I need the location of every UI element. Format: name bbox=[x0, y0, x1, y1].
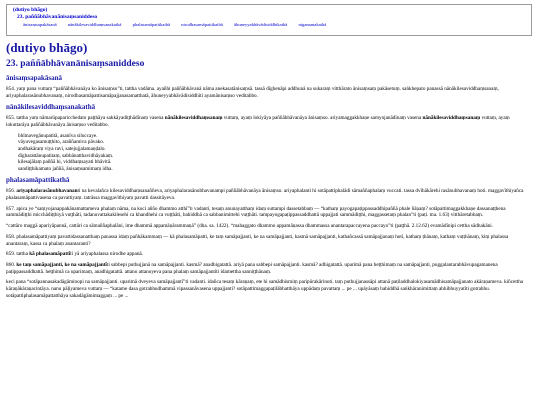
page-title: (dutiyo bhāgo) bbox=[6, 40, 88, 55]
chapter-title: 23. paññābhāvanānisaṃsaniddeso bbox=[6, 59, 145, 69]
paragraph-858: 858. phalasamāpattiyaṃ pavattidassanatthaṃ panassa idaṃ pañhākammaṃ — kā phalasamāpatti, ke taṃ samāpajjanti, ke na samāpajjanti, kasmā samāpajjanti, kathañcassā samāpajjanaṃ hoti, kathaṃ ṭhānaṃ, kathaṃ vuṭṭhānaṃ, kiṃ phalassa anantaraṃ, kassa ca phalaṃ anantaranti? bbox=[6, 233, 509, 247]
verse-line: sandiṭṭhikamato jaññā, ānisaṃsamimaṃ idha. bbox=[18, 165, 113, 172]
paragraph-856 bbox=[6, 188, 532, 201]
nav-link-ahuneyya[interactable]: āhuneyyabhāvādisiddhikathā bbox=[233, 22, 288, 27]
nav-link-phalasamapatti[interactable]: phalasamāpattikathā bbox=[132, 22, 171, 27]
bold-term: ke taṃ samāpajjanti, ke na samāpajjantī bbox=[16, 262, 107, 268]
main-content bbox=[6, 40, 532, 304]
text-run: 856. bbox=[6, 188, 17, 195]
bold-term: kā phalasamāpattī bbox=[29, 251, 71, 258]
verse-line: vāyuvegasamuṭṭhito, araññamiva pāvako. bbox=[18, 139, 105, 146]
nav-link-nigamana[interactable]: nigamanakathā bbox=[298, 22, 327, 27]
paragraph-857-citation: “cattāro maggā apariyāpannā, cattāri ca sāmaññaphalāni, ime dhammā appamāṇārammaṇā” (dha. sa. 1422). “mahaggato dhammo appamāṇassa dhammassa anantarapaccayena paccayo”ti (paṭṭhā. 2.12.62) evamādīnipi cettha sādhakāni. bbox=[6, 223, 493, 230]
top-navigation bbox=[6, 4, 532, 36]
text-run: 859. tattha bbox=[6, 251, 30, 258]
text-run: 860. bbox=[6, 262, 17, 268]
bold-term: nānākilesaviddhaṃsanaṃ bbox=[164, 115, 223, 122]
section-heading-anisamsapakasana: ānisaṃsapakāsanā bbox=[6, 74, 63, 82]
text-run: ti sabbepi puthujjanā na samāpajjanti. kasmā? anadhigatattā. ariyā pana sabbepi samāpajjanti. kasmā? adhigatattā. uparimā pana heṭṭhimaṃ na samāpajjanti, puggalantarabhāvupagamanena paṭippassaddhattā. heṭṭhimā ca uparimaṃ, anadhigatattā. attano attanoyeva pana phalaṃ samāpajjantīti idamettha sanniṭṭhānaṃ. bbox=[6, 262, 498, 275]
text-run: vuttaṃ, ayaṃ lokiyāya paññābhāvanāya ānisaṃso. ariyamaggakkhaṇe samyojanādīnaṃ vasena bbox=[222, 115, 423, 122]
nav-title-link[interactable]: (dutiyo bhāgo) bbox=[13, 7, 48, 13]
paragraph-855 bbox=[6, 115, 532, 128]
verse-line: bhīmavegānupatitā, asanīva siluccaye. bbox=[18, 132, 98, 139]
paragraph-854: 854. yaṃ pana vuttaṃ “paññābhāvanāya ko ānisaṃso”ti, tattha vadāma. ayañhi paññābhāvanā nāma anekasatānisaṃsā. tassā dīghenāpi addhunā na sukaraṃ vitthārato ānisaṃsaṃ pakāsetuṃ. saṅkhepato panassā nānākilesaviddhaṃsanaṃ, ariyaphalarasānubhavanaṃ, nirodhasamāpattisamāpajjanasamatthatā, āhuneyyabhāvādisiddhīti ayamānisaṃso veditabbo. bbox=[6, 86, 499, 99]
nav-link-nirodhasamapatti[interactable]: nirodhasamāpattikathā bbox=[181, 22, 223, 27]
nav-link-nanakilesa[interactable]: nānākilesaviddhaṃsanakathā bbox=[67, 22, 122, 27]
nav-section-link[interactable]: 23. paññābhāvanānisaṃsaniddeso bbox=[17, 14, 98, 20]
section-heading-phalasamapatti: phalasamāpattikathā bbox=[6, 176, 70, 185]
text-run: ti yā ariyaphalassa nirodhe appanā. bbox=[70, 251, 144, 258]
verse-block bbox=[18, 133, 532, 173]
text-run: ti na kevalañca kilesaviddhaṃsanaññeva, ariyaphalarasānubhavanampi paññābhāvanāya ānisaṃso. ariyaphalanti hi sotāpattiphalādi sāmaññaphalaṃ vuccati. tassa dvīhākārehi rasānubhavanaṃ hoti. maggavīthiyañca phalasamāpattivasena ca pavattiyaṃ. tatrāssa maggavīthiyaṃ pavatti dassitāyeva. bbox=[6, 188, 524, 202]
verse-line: andhakāraṃ viya ravi, satejujjalamaṇḍalo. bbox=[18, 146, 106, 152]
text-run: vuttaṃ, ayaṃ lokuttarāya paññābhāvanāya ānisaṃso veditabbo. bbox=[6, 115, 510, 129]
paragraph-861: keci pana “sotāpannasakadāgāminopi na samāpajjanti. uparimā dveyeva samāpajjantī”ti vadanti. idañca tesaṃ kāraṇaṃ, ete hi samādhismiṃ paripūrakārinoti. taṃ puthujjanassāpi attanā paṭiladdhalokiyasamādhisamāpajjanato akāraṇameva. kiñcettha kāraṇākāraṇacintāya. nanu pāḷiyameva vuttaṃ — “katame dasa gotrabhudhammā vipassanāvasena uppajjanti? sotāpattimaggapaṭilābhatthāya uppādaṃ pavattaṃ ... pe ... upāyāsaṃ bahiddhā saṅkhāranimittaṃ abhibhuyyatīti gotrabhu. sotāpattiphalasamāpattatthāya sakadāgāmimaggaṃ ... pe ... bbox=[6, 279, 524, 299]
paragraph-860 bbox=[6, 262, 532, 275]
verse-line: dīgharattānupatitaṃ, sabbānatthavidhāyakaṃ. bbox=[18, 152, 114, 159]
nav-link-anisamsapakasana[interactable]: ānisaṃsapakāsanā bbox=[23, 22, 57, 27]
paragraph-857: 857. apica ye “saṃyojanappahānamattameva phalaṃ nāma, na koci añño dhammo atthī”ti vadanti, tesaṃ anunayatthaṃ idaṃ suttampi dassetabbaṃ — “kathaṃ payogapaṭippassaddhipaññā phale ñāṇaṃ? sotāpattimaggakkhaṇe dassanaṭṭhena sammādiṭṭhi micchādiṭṭhiyā vuṭṭhāti, tadanuvattakakilesehi ca khandhehi ca vuṭṭhāti, bahiddhā ca sabbanimittehi vuṭṭhāti. tampayogapaṭippassaddhattā uppajjati sammādiṭṭhi, maggassetaṃ phalan”ti (paṭi. ma. 1.63) vitthāretabbaṃ. bbox=[6, 205, 506, 219]
section-heading-nanakilesa: nānākilesaviddhaṃsanakathā bbox=[6, 103, 96, 112]
bold-term: nānākilesaviddhaṃsanaṃ bbox=[422, 115, 481, 122]
bold-term: ariyaphalarasānubhavanan bbox=[16, 188, 78, 195]
text-run: 855. tattha yaṃ nāmarūpaparicchedato paṭṭhāya sakkāyadiṭṭhādīnaṃ vasena bbox=[6, 115, 165, 122]
paragraph-859 bbox=[6, 251, 532, 258]
nav-subsection-links bbox=[13, 21, 525, 28]
verse-line: kilesajālaṃ paññā hi, viddhaṃsayati bhāvitā. bbox=[18, 159, 112, 166]
